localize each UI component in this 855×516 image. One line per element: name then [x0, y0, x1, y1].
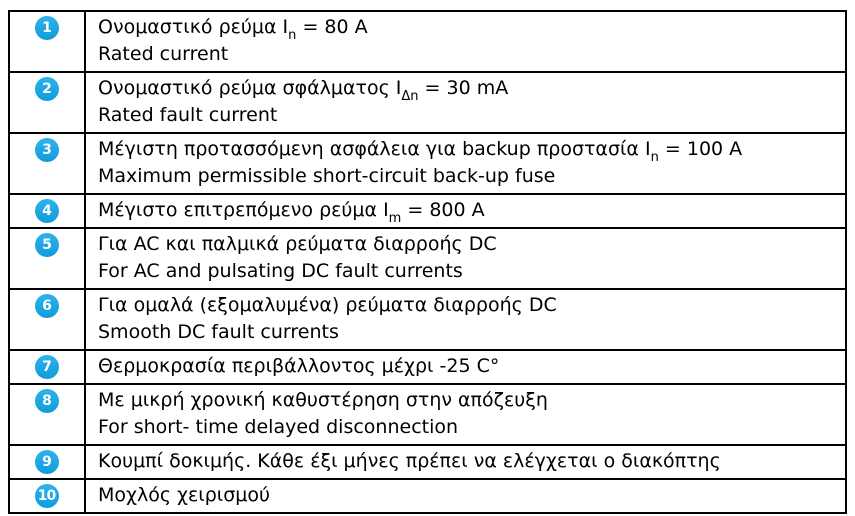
table-row	[10, 12, 845, 73]
greek-description	[98, 231, 837, 258]
row-number-cell	[10, 480, 86, 512]
number-badge: 8	[35, 389, 59, 413]
row-number-cell	[10, 229, 86, 288]
subscript-text: m	[388, 210, 402, 226]
greek-description	[98, 136, 837, 163]
greek-description	[98, 75, 837, 102]
row-text-cell	[86, 134, 845, 193]
table-row	[10, 351, 845, 385]
table-row	[10, 446, 845, 480]
greek-description	[98, 292, 837, 319]
row-text-cell	[86, 385, 845, 444]
greek-description	[98, 387, 837, 414]
table-row	[10, 290, 845, 351]
greek-text-pre: Μέγιστη προτασσόμενη ασφάλεια για backup προστασία I	[98, 138, 651, 160]
greek-description	[98, 197, 837, 224]
table-row	[10, 480, 845, 512]
number-badge: 4	[35, 199, 59, 223]
number-badge: 5	[35, 233, 59, 257]
english-description: Rated current	[98, 43, 229, 65]
greek-description	[98, 353, 837, 380]
row-number-cell	[10, 351, 86, 383]
row-text-cell	[86, 290, 845, 349]
greek-text-pre: Ονομαστικό ρεύμα σφάλματος I	[98, 77, 402, 99]
number-badge: 9	[35, 450, 59, 474]
greek-description	[98, 482, 837, 509]
number-badge: 10	[35, 484, 59, 508]
greek-text-pre: Κουμπί δοκιμής. Κάθε έξι μήνες πρέπει να ελέγχεται ο διακόπτης	[98, 450, 721, 472]
number-badge: 1	[35, 16, 59, 40]
row-text-cell	[86, 73, 845, 132]
number-badge: 3	[35, 138, 59, 162]
number-badge: 2	[35, 77, 59, 101]
number-badge: 6	[35, 294, 59, 318]
greek-text-pre: Θερμοκρασία περιβάλλοντος μέχρι -25 C°	[98, 355, 500, 377]
english-description: Smooth DC fault currents	[98, 321, 339, 343]
row-number-cell	[10, 12, 86, 71]
greek-text-pre: Ονομαστικό ρεύμα I	[98, 16, 289, 38]
greek-text-pre: Μοχλός χειρισμού	[98, 484, 270, 506]
subscript-text: n	[650, 149, 659, 165]
row-number-cell	[10, 385, 86, 444]
english-description: Maximum permissible short-circuit back-up fuse	[98, 165, 556, 187]
subscript-text: Δn	[401, 88, 419, 104]
greek-description	[98, 448, 837, 475]
row-text-cell	[86, 351, 845, 383]
greek-text-pre: Για AC και παλμικά ρεύματα διαρροής DC	[98, 233, 497, 255]
table-row	[10, 134, 845, 195]
greek-text-post: = 800 A	[401, 199, 485, 221]
greek-text-pre: Με μικρή χρονική καθυστέρηση στην απόζευξη	[98, 389, 548, 411]
table-row	[10, 195, 845, 229]
row-number-cell	[10, 195, 86, 227]
table-row	[10, 73, 845, 134]
row-text-cell	[86, 446, 845, 478]
table-row	[10, 229, 845, 290]
greek-text-pre: Μέγιστο επιτρεπόμενο ρεύμα I	[98, 199, 389, 221]
row-number-cell	[10, 73, 86, 132]
table-row	[10, 385, 845, 446]
english-description: For AC and pulsating DC fault currents	[98, 260, 463, 282]
specification-table	[8, 10, 847, 514]
subscript-text: n	[288, 27, 297, 43]
english-description: Rated fault current	[98, 104, 278, 126]
row-text-cell	[86, 480, 845, 512]
row-number-cell	[10, 134, 86, 193]
greek-text-post: = 100 A	[658, 138, 743, 160]
english-description: For short- time delayed disconnection	[98, 416, 459, 438]
greek-text-post: = 80 A	[296, 16, 368, 38]
greek-text-pre: Για ομαλά (εξομαλυμένα) ρεύματα διαρροής DC	[98, 294, 557, 316]
row-text-cell	[86, 12, 845, 71]
row-text-cell	[86, 195, 845, 227]
row-number-cell	[10, 290, 86, 349]
greek-description	[98, 14, 837, 41]
greek-text-post: = 30 mA	[418, 77, 509, 99]
row-number-cell	[10, 446, 86, 478]
number-badge: 7	[35, 355, 59, 379]
row-text-cell	[86, 229, 845, 288]
